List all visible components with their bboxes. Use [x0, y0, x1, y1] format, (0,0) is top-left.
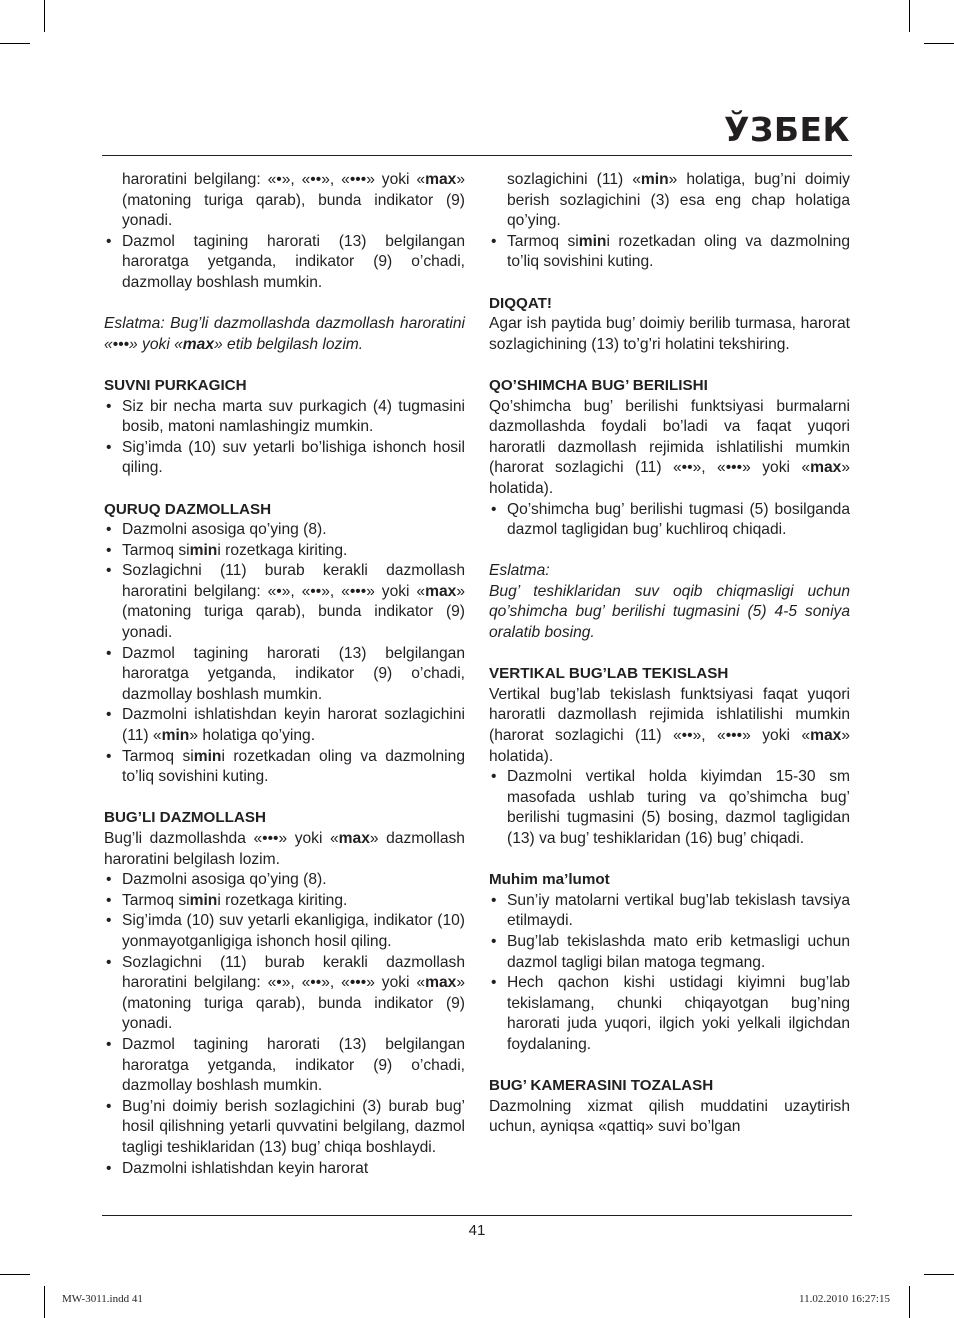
crop-mark	[924, 43, 954, 44]
list-item: • Sozlagichni (11) burab kerakli dazmollash haroratini belgilang: «•», «••», «•••» yoki «max» (matoning turiga qarab), bunda indikator (9) yonadi.	[104, 561, 465, 643]
paragraph: Dazmolning xizmat qilish muddatini uzaytirish uchun, ayniqsa «qattiq» suvi bo’lgan	[489, 1097, 850, 1136]
left-column	[104, 170, 465, 1179]
list-item: • Dazmol tagining harorati (13) belgilangan haroratga yetganda, indikator (9) o’chadi, dazmollay boshlash mumkin.	[104, 1035, 465, 1097]
slug-timestamp: 11.02.2010 16:27:15	[799, 1293, 890, 1305]
bullet-list	[104, 870, 465, 1179]
paragraph: Bug’li dazmollashda «•••» yoki «max» dazmollash haroratini belgilash lozim.	[104, 830, 465, 868]
list-item: • Tarmoq simini rozetkaga kiriting.	[104, 541, 465, 562]
section-heading: Muhim ma’lumot	[489, 871, 610, 889]
note-text: Eslatma:	[489, 562, 550, 580]
spacer	[104, 294, 465, 315]
spacer	[489, 541, 850, 562]
list-item: • Dazmolni ishlatishdan keyin harorat sozlagichini (11) «min» holatiga qo’ying.	[104, 705, 465, 746]
list-item: • Dazmol tagining harorati (13) belgilangan haroratga yetganda, indikator (9) o’chadi, dazmollay boshlash mumkin.	[104, 232, 465, 294]
section-heading: SUVNI PURKAGICH	[104, 376, 247, 394]
list-item: • Tarmoq simini rozetkaga kiriting.	[104, 891, 465, 912]
bullet-list	[489, 500, 850, 541]
crop-mark	[44, 1286, 45, 1318]
section-heading: QURUQ DAZMOLLASH	[104, 500, 272, 518]
section-heading: BUG’LI DAZMOLLASH	[104, 809, 266, 827]
list-item: • Tarmoq simini rozetkadan oling va dazmolning to’liq sovishini kuting.	[489, 232, 850, 273]
footer-rule	[102, 1215, 852, 1216]
list-item: • Sig’imda (10) suv yetarli ekanligiga, indikator (10) yonmayotganligiga ishonch hosil qiling.	[104, 911, 465, 952]
crop-mark	[0, 43, 30, 44]
list-item: • Dazmolni ishlatishdan keyin harorat	[104, 1159, 465, 1180]
section-heading: BUG’ KAMERASINI TOZALASH	[489, 1077, 714, 1095]
continued-text: sozlagichini (11) «min» holatiga, bug’ni doimiy berish sozlagichini (3) esa eng chap holatiga qo’ying.	[507, 171, 850, 230]
list-item: • Siz bir necha marta suv purkagich (4) tugmasini bosib, matoni namlashingiz mumkin.	[104, 397, 465, 438]
page-number: 41	[468, 1222, 486, 1239]
continued-text: haroratini belgilang: «•», «••», «•••» yoki «max» (matoning turiga qarab), bunda indikator (9) yonadi.	[122, 171, 465, 230]
right-column	[489, 170, 850, 1138]
crop-mark	[909, 1286, 910, 1318]
spacer	[489, 1056, 850, 1077]
list-item: • Dazmolni asosiga qo’ying (8).	[104, 520, 465, 541]
list-item: • Sig’imda (10) suv yetarli bo’lishiga ishonch hosil qiling.	[104, 438, 465, 479]
section-heading: DIQQAT!	[489, 294, 552, 312]
section-heading: QO’SHIMCHA BUG’ BERILISHI	[489, 376, 708, 394]
bullet-list	[104, 520, 465, 788]
bullet-list	[489, 232, 850, 273]
list-item: • Sun’iy matolarni vertikal bug’lab tekislash tavsiya etilmaydi.	[489, 891, 850, 932]
bullet-list	[104, 397, 465, 479]
list-item: • Qo’shimcha bug’ berilishi tugmasi (5) bosilganda dazmol tagligidan bug’ kuchliroq chiqadi.	[489, 500, 850, 541]
crop-mark	[924, 1274, 954, 1275]
header-rule	[102, 155, 852, 156]
spacer	[489, 850, 850, 871]
section-heading: VERTIKAL BUG’LAB TEKISLASH	[489, 665, 729, 683]
bullet-list	[489, 891, 850, 1056]
spacer	[104, 788, 465, 809]
spacer	[104, 479, 465, 500]
list-item: • Bug’lab tekislashda mato erib ketmasligi uchun dazmol tagligi bilan matoga tegmang.	[489, 932, 850, 973]
list-item: • Dazmolni asosiga qo’ying (8).	[104, 870, 465, 891]
spacer	[489, 273, 850, 294]
spacer	[489, 644, 850, 665]
crop-mark	[0, 1274, 30, 1275]
paragraph: Vertikal bug’lab tekislash funktsiyasi faqat yuqori haroratli dazmollash rejimida ishlatilishi mumkin (harorat sozlagichi (11) «••», «•••» yoki «max» holatida).	[489, 685, 850, 765]
list-item: • Dazmol tagining harorati (13) belgilangan haroratga yetganda, indikator (9) o’chadi, dazmollay boshlash mumkin.	[104, 644, 465, 706]
bullet-list	[104, 232, 465, 294]
crop-mark	[44, 0, 45, 32]
list-item: • Sozlagichni (11) burab kerakli dazmollash haroratini belgilang: «•», «••», «•••» yoki «max» (matoning turiga qarab), bunda indikator (9) yonadi.	[104, 953, 465, 1035]
list-item: • Hech qachon kishi ustidagi kiyimni bug’lab tekislamang, chunki chiqayotgan bug’ning harorati juda yuqori, ilgich yoki yelkali ilgichdan foydalaning.	[489, 973, 850, 1055]
bullet-list	[489, 767, 850, 849]
spacer	[489, 355, 850, 376]
spacer	[104, 355, 465, 376]
paragraph: Agar ish paytida bug’ doimiy berilib turmasa, harorat sozlagichining (13) to’g’ri holatini tekshiring.	[489, 315, 850, 353]
list-item: • Tarmoq simini rozetkadan oling va dazmolning to’liq sovishini kuting.	[104, 747, 465, 788]
list-item: • Dazmolni vertikal holda kiyimdan 15-30 sm masofada ushlab turing va qo’shimcha bug’ berilishi tugmasini (5) bosing, dazmol tagligidan (13) va bug’ teshiklaridan (16) bug’ chiqadi.	[489, 767, 850, 849]
note-text: Bug’ teshiklaridan suv oqib chiqmasligi uchun qo’shimcha bug’ berilishi tugmasini (5) 4-5 soniya oralatib bosing.	[489, 582, 850, 642]
page-title: ЎЗБЕК	[723, 110, 850, 149]
note-text: Eslatma: Bug’li dazmollashda dazmollash haroratini «•••» yoki «max» etib belgilash lozim.	[104, 315, 465, 353]
slug-file: MW-3011.indd 41	[62, 1293, 143, 1305]
list-item: • Bug’ni doimiy berish sozlagichini (3) burab bug’ hosil qilishning yetarli quvvatini belgilang, dazmol tagligi teshiklaridan (13) bug’ chiqa boshlaydi.	[104, 1097, 465, 1159]
paragraph: Qo’shimcha bug’ berilishi funktsiyasi burmalarni dazmollashda foydali bo’ladi va faqat yuqori haroratli dazmollash rejimida ishlatilishi mumkin (harorat sozlagichi (11) «••», «•••» yoki «max» holatida).	[489, 397, 850, 497]
crop-mark	[909, 0, 910, 32]
